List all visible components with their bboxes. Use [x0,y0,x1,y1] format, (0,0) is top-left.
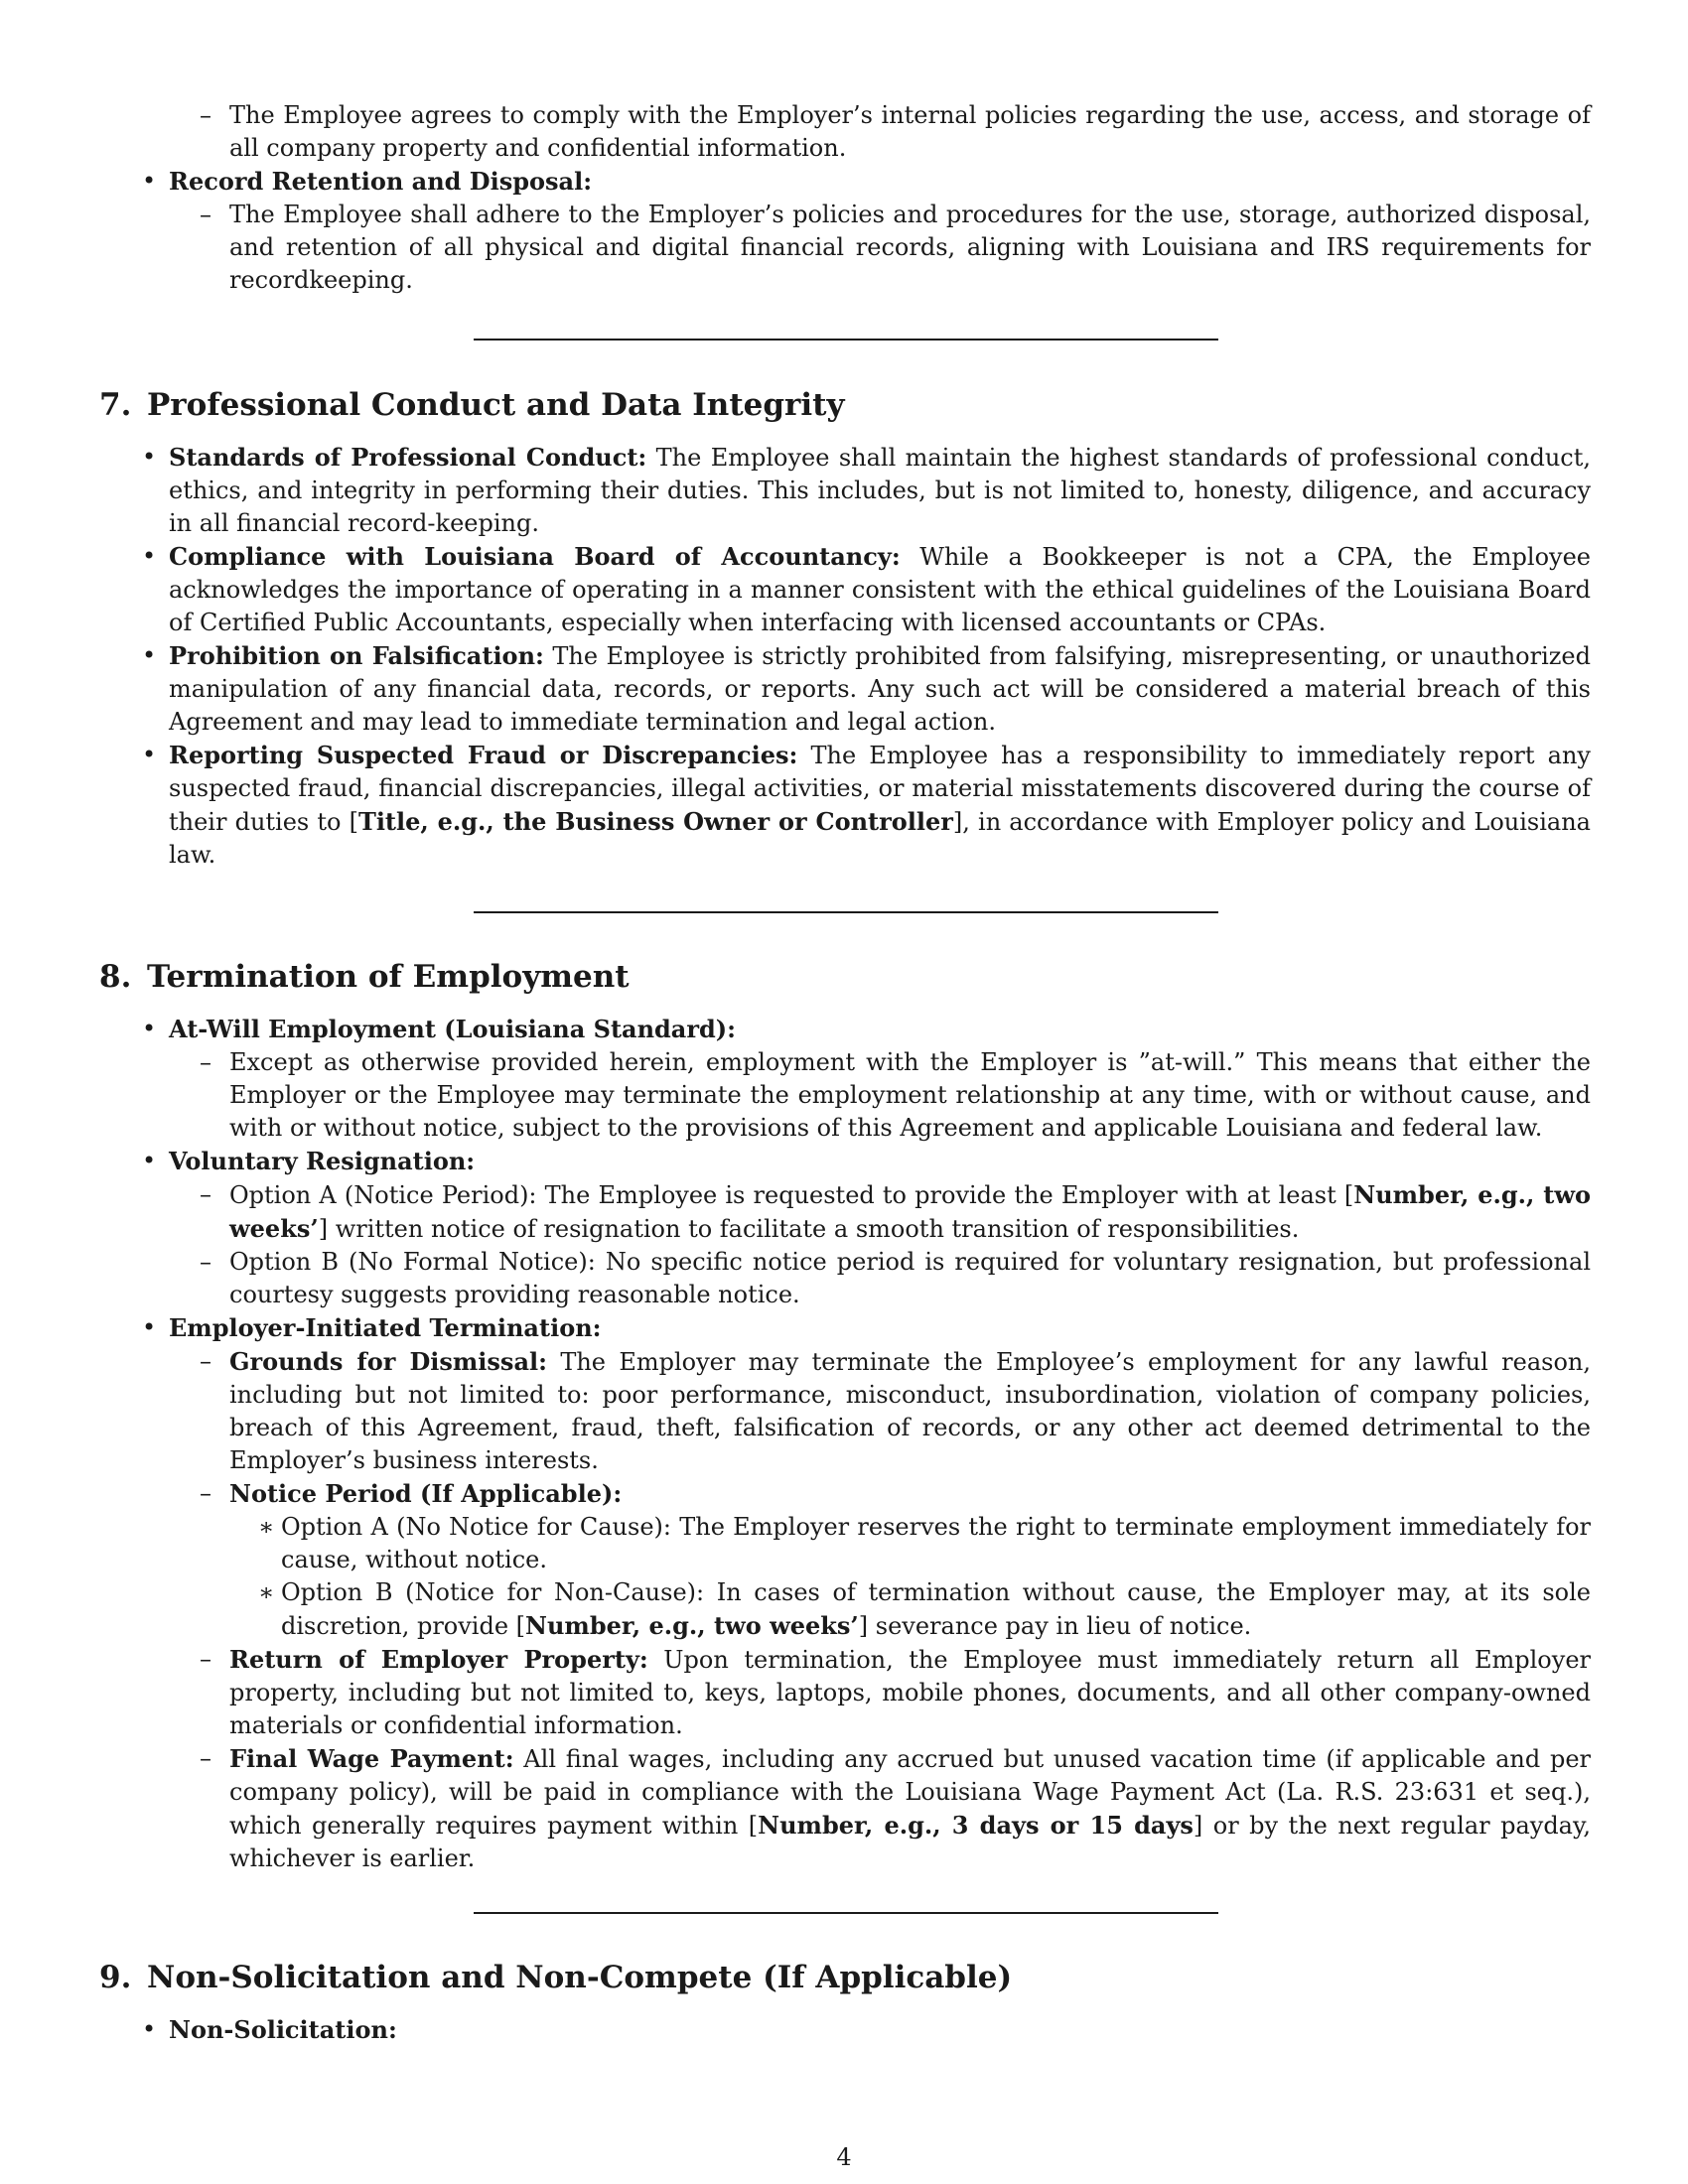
list-item-title: Final Wage Payment: [229,1744,514,1773]
dash-marker: – [200,1248,211,1276]
list-item-title: Compliance with Louisiana Board of Accountancy: [169,542,901,571]
list-item [142,1311,1591,1345]
page-number: 4 [836,2143,852,2171]
list-item [200,1742,1591,1875]
list-item-title: At-Will Employment (Louisiana Standard): [169,1015,736,1043]
list-item [200,1477,1591,1511]
list-item [200,1046,1591,1145]
list-item-title: Standards of Professional Conduct: [169,443,647,472]
list-item-text: Option B (No Formal Notice): No specific notice period is required for voluntary resignation, but professional courtesy suggests providing reasonable notice. [229,1248,1591,1308]
section-divider [474,1912,1218,1914]
list-item-title: Grounds for Dismissal: [229,1347,547,1376]
list-item [142,1013,1591,1046]
list-item-text: ] or by the next regular payday, whichever is earlier. [229,1812,1591,1872]
list-item-text: The Employee shall adhere to the Employer’s policies and procedures for the use, storage, authorized disposal, and retention of all physical and digital financial records, aligning with Louisiana and IRS requirements for recordkeeping. [229,201,1591,294]
list-item-title: Notice Period (If Applicable): [229,1479,623,1508]
placeholder-field: Title, e.g., the Business Owner or Controller [357,807,953,836]
list-item [200,1643,1591,1742]
list-item [258,1511,1591,1576]
list-item-text: ], in accordance with Employer policy and Louisiana law. [169,808,1591,869]
dash-marker: – [200,201,211,228]
section-number: 9. [99,1960,132,1995]
list-item-title: Non-Solicitation: [169,2015,397,2044]
list-item [200,1345,1591,1477]
list-item-text: Except as otherwise provided herein, employment with the Employer is ”at-will.” This means that either the Employer or the Employee may terminate the employment relationship at any time, with or without cause, and with or without notice, subject to the provisions of this Agreement and applicable Louisiana and federal law. [229,1048,1591,1142]
section-heading [99,385,844,425]
list-item-text: ] severance pay in lieu of notice. [858,1612,1252,1640]
list-item [142,739,1591,872]
bullet-marker: • [142,1147,157,1174]
dash-marker: – [200,1180,211,1208]
section-8-list [0,1013,1688,1875]
list-item [142,2013,1591,2047]
section-title: Professional Conduct and Data Integrity [147,387,845,423]
placeholder-field: Number, e.g., two weeks’ [229,1180,1591,1243]
list-item-text: While a Bookkeeper is not a CPA, the Employee acknowledges the importance of operating in a manner consistent with the ethical guidelines of the Louisiana Board of Certified Public Accountants, especially when interfacing with licensed accountants or CPAs. [169,543,1592,636]
list-item [200,199,1591,297]
list-item [200,99,1591,165]
section-number: 8. [99,959,132,995]
section-title: Non-Solicitation and Non-Compete (If Applicable) [147,1960,1013,1995]
placeholder-field: Number, e.g., 3 days or 15 days [758,1811,1194,1840]
bullet-marker: • [142,443,157,471]
bullet-marker: • [142,2015,157,2043]
section-title: Termination of Employment [147,959,630,995]
bullet-marker: • [142,167,157,195]
list-item [142,540,1592,639]
section-number: 7. [99,387,132,423]
bullet-marker: • [142,542,157,570]
list-item-title: Return of Employer Property: [229,1645,648,1674]
section-9-list [0,2013,1688,2047]
dash-marker: – [200,101,211,129]
placeholder-field: Number, e.g., two weeks’ [525,1611,859,1640]
list-item-title: Reporting Suspected Fraud or Discrepancies: [169,741,798,769]
list-item-text: The Employee shall maintain the highest standards of professional conduct, ethics, and integrity in performing their duties. This includes, but is not limited to, honesty, diligence, and accuracy in all financial record-keeping. [169,444,1591,537]
section-7-list [0,441,1688,872]
list-item-title: Voluntary Resignation: [169,1147,476,1175]
list-item [142,1145,1591,1178]
list-item-text: Upon termination, the Employee must immediately return all Employer property, including but not limited to, keys, laptops, mobile phones, documents, and all other company-owned materials or confidential information. [229,1646,1591,1739]
section-heading [99,1958,1012,1997]
list-item [142,441,1591,540]
dash-marker: – [200,1048,211,1076]
list-item-text: ] written notice of resignation to facilitate a smooth transition of responsibilities. [318,1215,1300,1243]
list-item-title: Employer-Initiated Termination: [169,1313,602,1342]
list-item-text: The Employee agrees to comply with the Employer’s internal policies regarding the use, access, and storage of all company property and confidential information. [229,101,1591,162]
section-divider [474,911,1218,913]
dash-marker: – [200,1645,211,1673]
list-item-text: All final wages, including any accrued but unused vacation time (if applicable and per company policy), will be paid in compliance with the Louisiana Wage Payment Act (La. R.S. 23:631 et seq.), which generally requires payment within [ [229,1745,1591,1840]
list-item-text: The Employee is strictly prohibited from falsifying, misrepresenting, or unauthorized manipulation of any financial data, records, or reports. Any such act will be considered a material breach of this Agreement and may lead to immediate termination and legal action. [169,642,1591,736]
section-divider [474,339,1218,341]
bullet-marker: • [142,641,157,669]
star-marker: ∗ [258,1513,275,1541]
list-item-text: Option A (Notice Period): The Employee is requested to provide the Employer with at least [ [229,1181,1354,1209]
bullet-marker: • [142,1313,157,1341]
list-item [200,1178,1591,1246]
dash-marker: – [200,1347,211,1375]
list-item-text: Option B (Notice for Non-Cause): In cases of termination without cause, the Employer may, at its sole discretion, provide [ [281,1578,1591,1640]
list-item-text: The Employer may terminate the Employee’s employment for any lawful reason, including but not limited to: poor performance, misconduct, insubordination, violation of company policies, breach of this Agreement, fraud, theft, falsification of records, or any other act deemed detrimental to the Employer’s business interests. [229,1348,1591,1474]
continued-list [0,99,1688,297]
dash-marker: – [200,1479,211,1507]
list-item [200,1246,1591,1311]
list-item-text: The Employee has a responsibility to immediately report any suspected fraud, financial discrepancies, illegal activities, or material misstatements discovered during the course of their duties to [ [169,742,1591,836]
list-item-text: Option A (No Notice for Cause): The Employer reserves the right to terminate employment immediately for cause, without notice. [281,1513,1591,1573]
list-item-title: Prohibition on Falsification: [169,641,544,670]
bullet-marker: • [142,741,157,768]
list-item-title: Record Retention and Disposal: [169,167,593,196]
bullet-marker: • [142,1015,157,1042]
list-item [258,1576,1591,1643]
list-item [142,165,1591,199]
list-item [142,639,1591,739]
star-marker: ∗ [258,1578,275,1606]
section-heading [99,957,630,997]
dash-marker: – [200,1744,211,1772]
